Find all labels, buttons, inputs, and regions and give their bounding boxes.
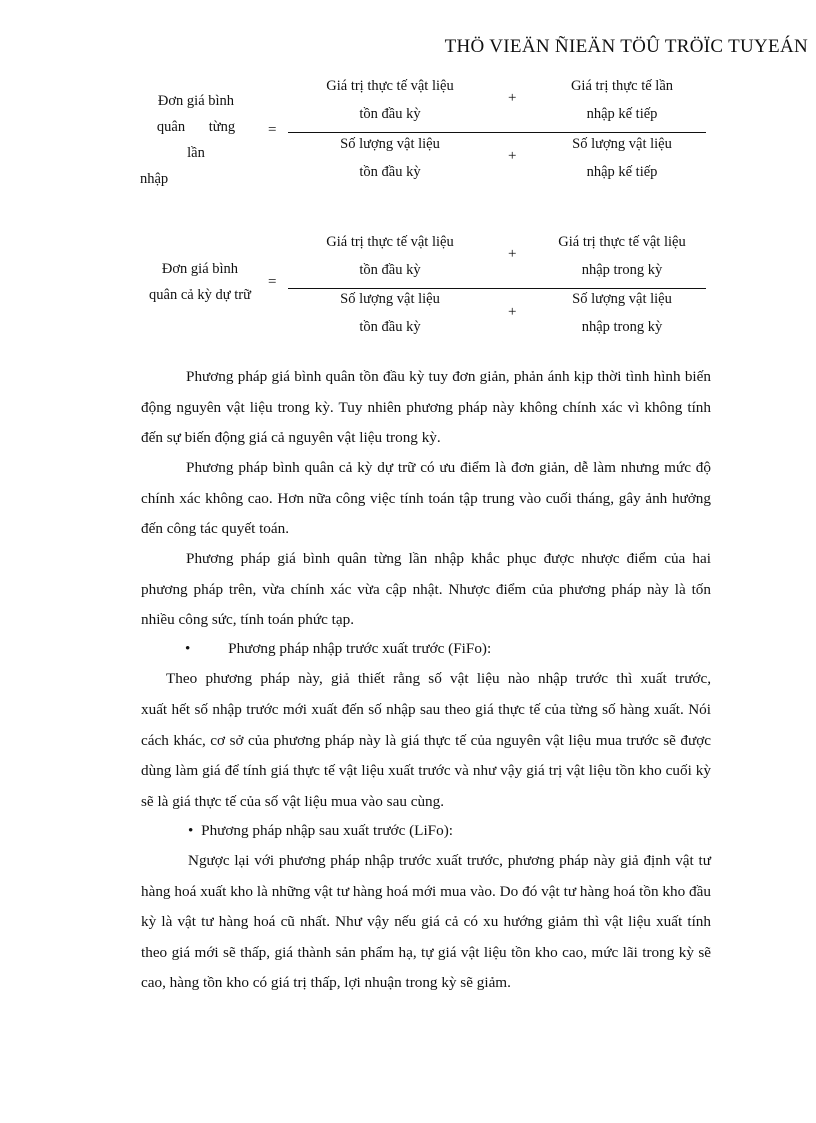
denominator-right (532, 285, 712, 341)
lhs-line: Đơn giá bình (161, 261, 239, 277)
text-line: nhập kế tiếp (586, 164, 658, 180)
lhs-line (140, 114, 252, 166)
text-line: tồn đầu kỳ (359, 106, 421, 122)
paragraph: Ngược lại với phương pháp nhập trước xuất trước, phương pháp này giả định vật tư hàng hoá xuất kho là những vật tư hàng hoá mới mua vào. Do đó vật tư hàng hoá tồn kho đầu kỳ là vật tư hàng hoá cũ nhất. Như vậy nếu giá cả có xu hướng giảm thì vật liệu xuất tính theo giá mới sẽ thấp, giá thành sản phẩm hạ, tự giá vật liệu tồn kho cao, mức lãi trong kỳ sẽ cao, hàng tồn kho có giá trị thấp, lợi nhuận trong kỳ sẽ giảm. (141, 852, 711, 991)
bullet-text: Phương pháp nhập trước xuất trước (FiFo): (228, 640, 492, 657)
plus-sign: + (508, 304, 517, 320)
text-line: nhập kế tiếp (586, 106, 658, 122)
lhs-line: Đơn giá bình (157, 93, 235, 109)
lhs-line: quân cả kỳ dự trữ (149, 287, 251, 303)
text-line: Giá trị thực tế lần (570, 78, 674, 94)
lhs-line-text: quân từng lần (156, 119, 236, 161)
numerator-left (300, 72, 480, 128)
numerator-left (300, 228, 480, 284)
text-line: Giá trị thực tế vật liệu (326, 234, 454, 250)
text-line: Giá trị thực tế vật liệu (326, 78, 454, 94)
lhs-line: nhập (140, 171, 169, 187)
numerator-right (532, 72, 712, 128)
text-line: tồn đầu kỳ (359, 262, 421, 278)
denominator-right (532, 130, 712, 186)
page-header: THÖ VIEÄN ÑIEÄN TÖÛ TRÖÏC TUYEÁN (444, 36, 808, 57)
bullet-item-fifo (185, 634, 491, 664)
bullet-icon: • (185, 640, 191, 657)
text-line: tồn đầu kỳ (359, 164, 421, 180)
denominator-left (300, 130, 480, 186)
numerator-right (532, 228, 712, 284)
text-line: nhập trong kỳ (581, 319, 663, 335)
paragraph: Phương pháp giá bình quân tồn đầu kỳ tuy đơn giản, phản ánh kịp thời tình hình biến động nguyên vật liệu trong kỳ. Tuy nhiên phương pháp này không chính xác vì không tính đến sự biến động giá cả nguyên vật liệu trong kỳ. (141, 368, 711, 446)
equals-sign: = (268, 122, 277, 138)
bullet-text: Phương pháp nhập sau xuất trước (LiFo): (201, 822, 453, 839)
bullet-icon: • (188, 822, 194, 839)
formula-weighted-average-period (0, 228, 816, 348)
text-line: Giá trị thực tế vật liệu (558, 234, 686, 250)
bullet-item-lifo (188, 816, 453, 846)
paragraph: Phương pháp bình quân cả kỳ dự trữ có ưu điểm là đơn giản, dễ làm nhưng mức độ chính xác không cao. Hơn nữa công việc tính toán tập trung vào cuối tháng, gây ảnh hưởng đến công tác quyết toán. (141, 459, 711, 537)
text-line: Số lượng vật liệu (340, 136, 440, 152)
plus-sign: + (508, 148, 517, 164)
text-line: Số lượng vật liệu (572, 291, 672, 307)
text-line: Số lượng vật liệu (340, 291, 440, 307)
paragraph: Phương pháp giá bình quân từng lần nhập khắc phục được nhược điểm của hai phương pháp trên, vừa chính xác vừa cập nhật. Nhược điểm của phương pháp này là tốn nhiều công sức, tính toán phức tạp. (141, 550, 711, 628)
formula-lhs (140, 88, 252, 192)
denominator-left (300, 285, 480, 341)
text-line: nhập trong kỳ (581, 262, 663, 278)
paragraph: xuất hết số nhập trước mới xuất đến số nhập sau theo giá thực tế của từng số hàng xuất. Nói cách khác, cơ sở của phương pháp này là giá thực tế của nguyên vật liệu mua trước sẽ được dùng làm giá để tính giá thực tế vật liệu xuất trước và như vậy giá trị vật liệu tồn kho cuối kỳ sẽ là giá thực tế của số vật liệu mua vào sau cùng. (141, 701, 711, 810)
paragraph-first-line: Theo phương pháp này, giả thiết rằng số vật liệu nào nhập trước thì xuất trước, (166, 670, 711, 687)
formula-lhs (145, 256, 255, 308)
formula-weighted-average-per-receipt (0, 72, 816, 192)
plus-sign: + (508, 246, 517, 262)
text-line: tồn đầu kỳ (359, 319, 421, 335)
plus-sign: + (508, 90, 517, 106)
text-line: Số lượng vật liệu (572, 136, 672, 152)
equals-sign: = (268, 274, 277, 290)
